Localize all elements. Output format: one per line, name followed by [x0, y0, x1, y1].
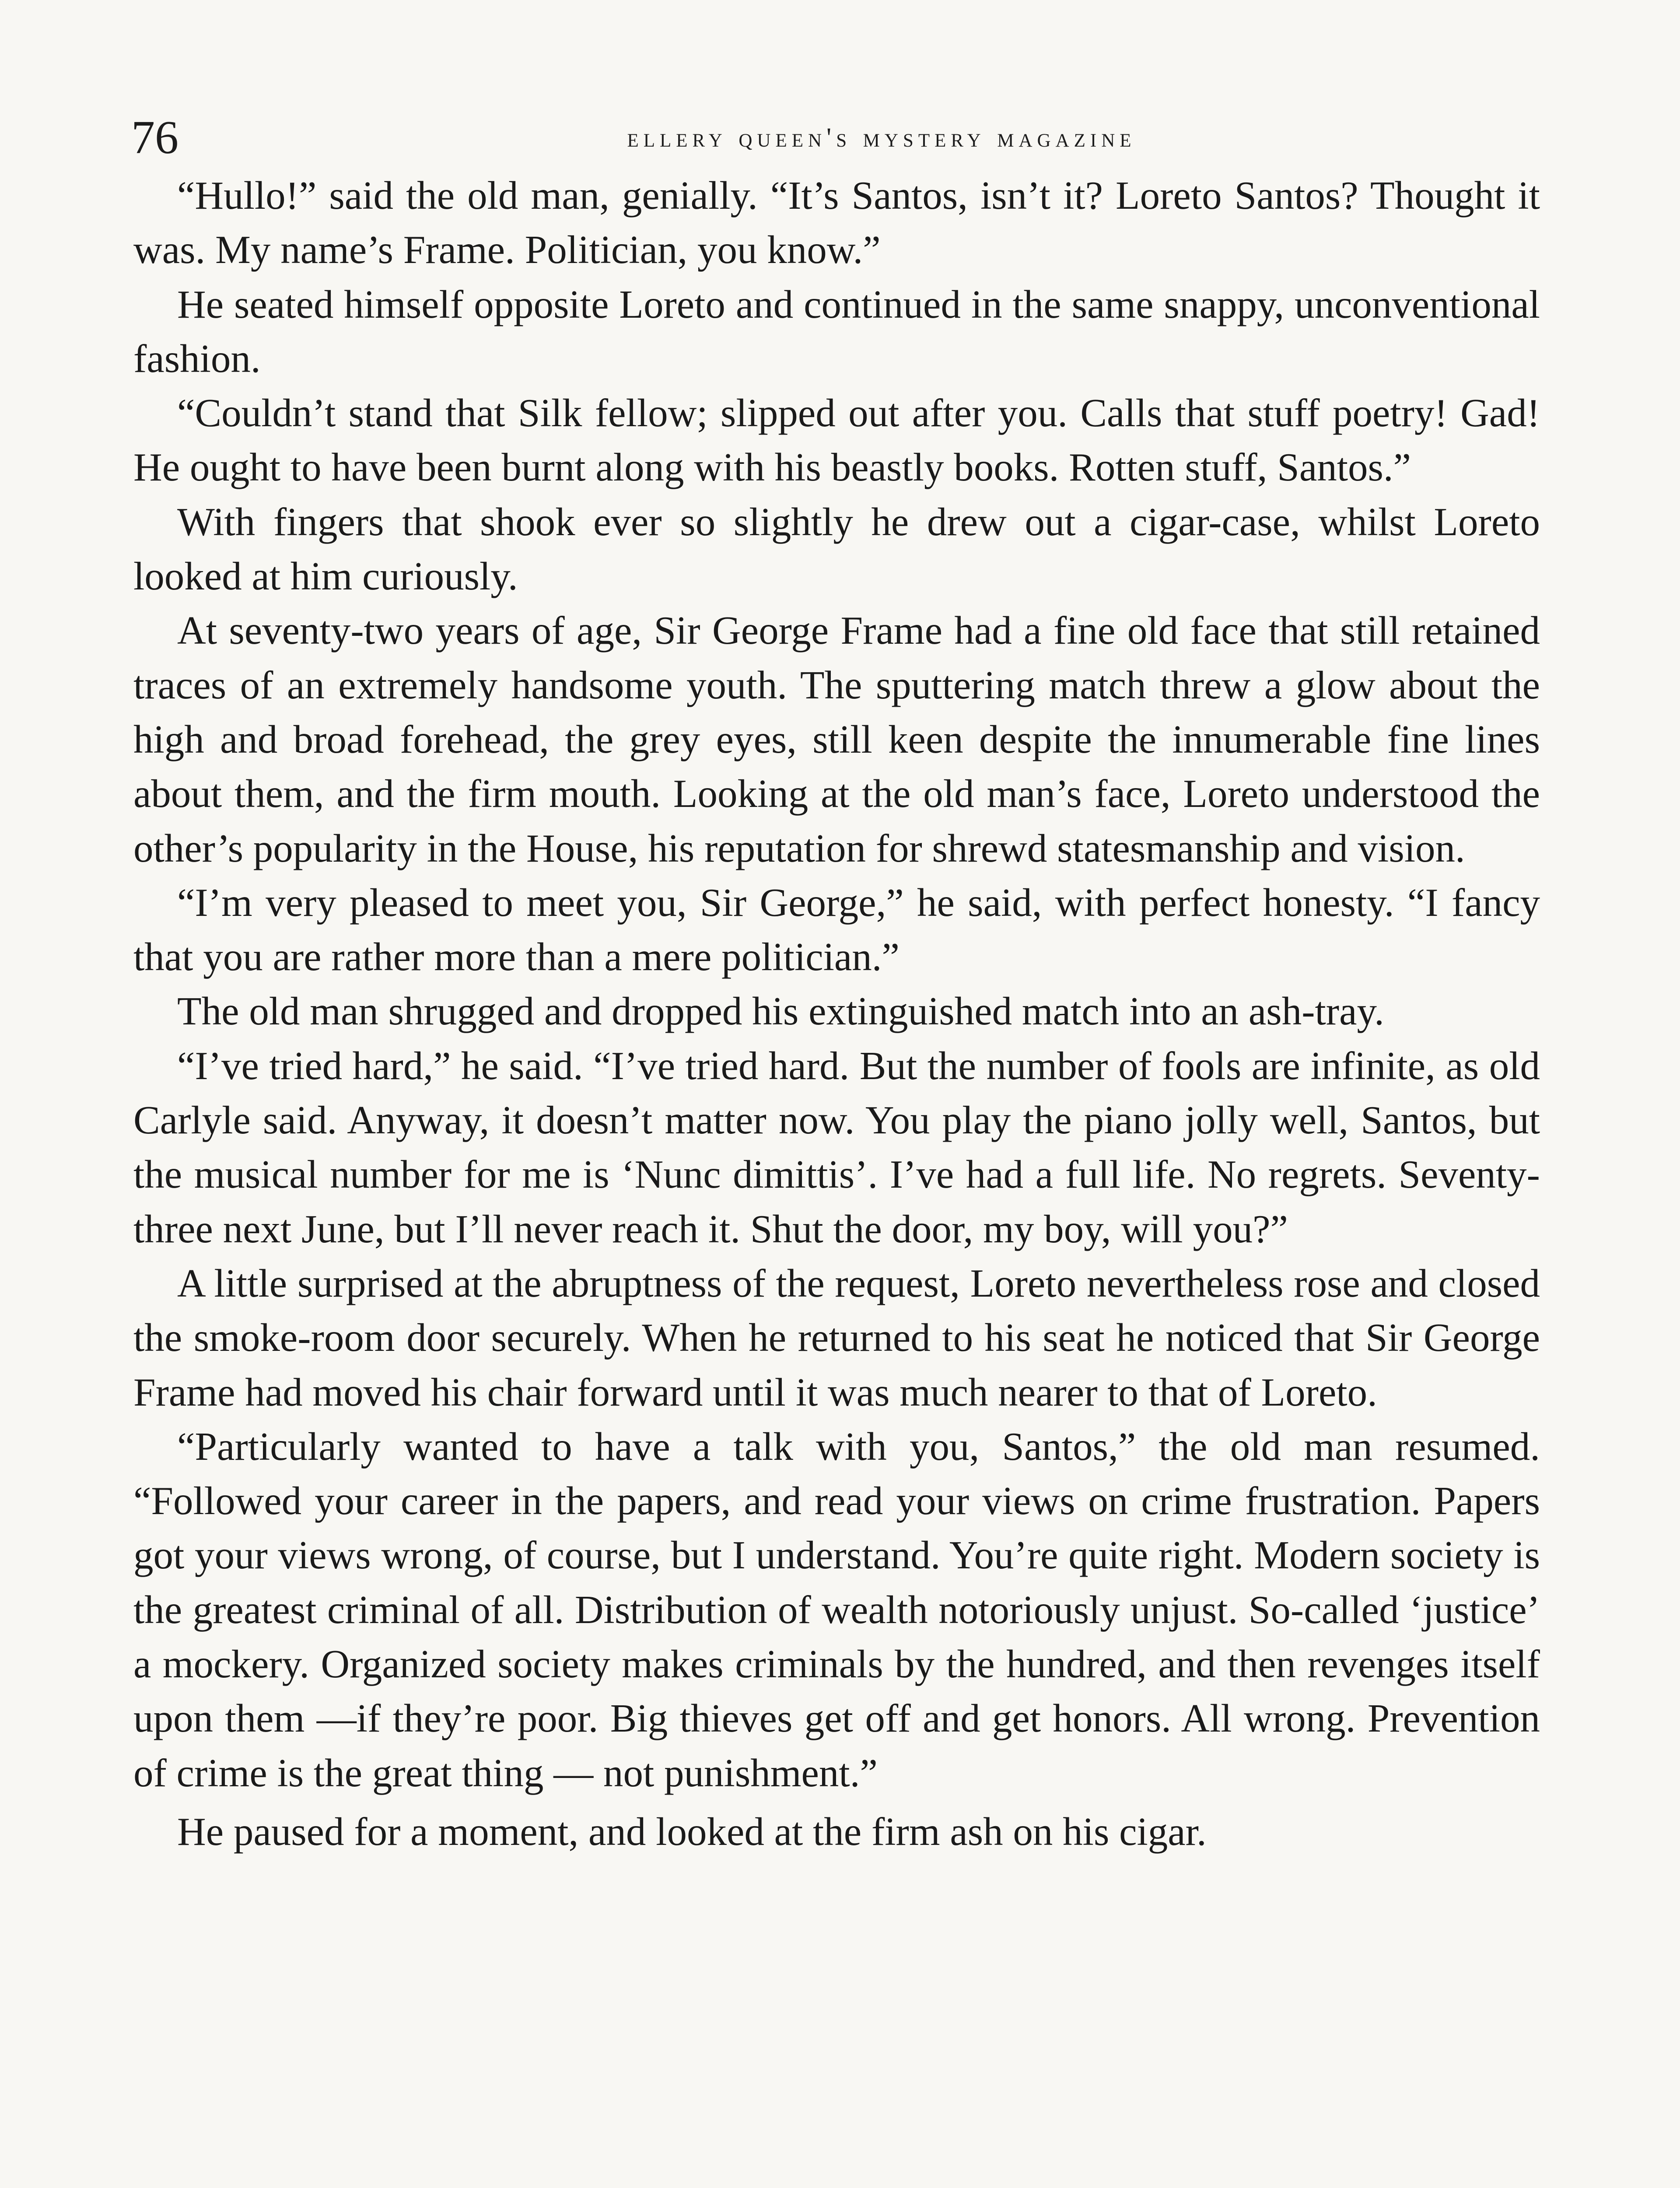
- page-number: 76: [131, 112, 178, 164]
- paragraph: “Hullo!” said the old man, genially. “It’s Santos, isn’t it? Loreto Santos? Thought it was. My name’s Frame. Politician, you know.”: [133, 173, 1540, 272]
- paragraph: “Particularly wanted to have a talk with you, Santos,” the old man resumed. “Followed your career in the papers, and read your views on crime frustration. Papers got your views wrong, of course, but I understand. You’re quite right. Modern society is the greatest criminal of all. Distribution of wealth notoriously unjust. So-called ‘justice’ a mockery. Organized society makes criminals by the hundred, and then revenges itself upon them —if they’re poor. Big thieves get off and get honors. All wrong. Prevention of crime is the great thing — not punishment.”: [133, 1424, 1540, 1795]
- running-head: ellery queen's mystery magazine: [627, 123, 1136, 153]
- paragraph: He seated himself opposite Loreto and continued in the same snappy, unconventional fashion.: [133, 282, 1540, 381]
- paragraph: A little surprised at the abruptness of the request, Loreto nevertheless rose and closed the smoke-room door securely. When he returned to his seat he noticed that Sir George Frame had moved his chair forward until it was much nearer to that of Loreto.: [133, 1261, 1540, 1414]
- paragraph: He paused for a moment, and looked at the firm ash on his cigar.: [177, 1809, 1207, 1854]
- paragraph: At seventy-two years of age, Sir George Frame had a fine old face that still retained traces of an extremely handsome youth. The sputtering match threw a glow about the high and broad forehead, the grey eyes, still keen despite the innumerable fine lines about them, and the firm mouth. Looking at the old man’s face, Loreto understood the other’s popularity in the House, his reputation for shrewd statesmanship and vision.: [133, 608, 1540, 870]
- paragraph: With fingers that shook ever so slightly he drew out a cigar-case, whilst Loreto looked at him curiously.: [133, 499, 1540, 599]
- paragraph: The old man shrugged and dropped his extinguished match into an ash-tray.: [177, 989, 1384, 1034]
- paragraph: “I’m very pleased to meet you, Sir George,” he said, with perfect honesty. “I fancy that you are rather more than a mere politician.”: [133, 880, 1540, 979]
- story-text: [133, 168, 1540, 1859]
- paragraph: “I’ve tried hard,” he said. “I’ve tried hard. But the number of fools are infinite, as old Carlyle said. Anyway, it doesn’t matter now. You play the piano jolly well, Santos, but the musical number for me is ‘Nunc dimittis’. I’ve had a full life. No regrets. Seventy-three next June, but I’ll never reach it. Shut the door, my boy, will you?”: [133, 1043, 1540, 1251]
- page-header: [131, 105, 1544, 171]
- paragraph: “Couldn’t stand that Silk fellow; slipped out after you. Calls that stuff poetry! Gad! He ought to have been burnt along with his beastly books. Rotten stuff, Santos.”: [133, 391, 1540, 490]
